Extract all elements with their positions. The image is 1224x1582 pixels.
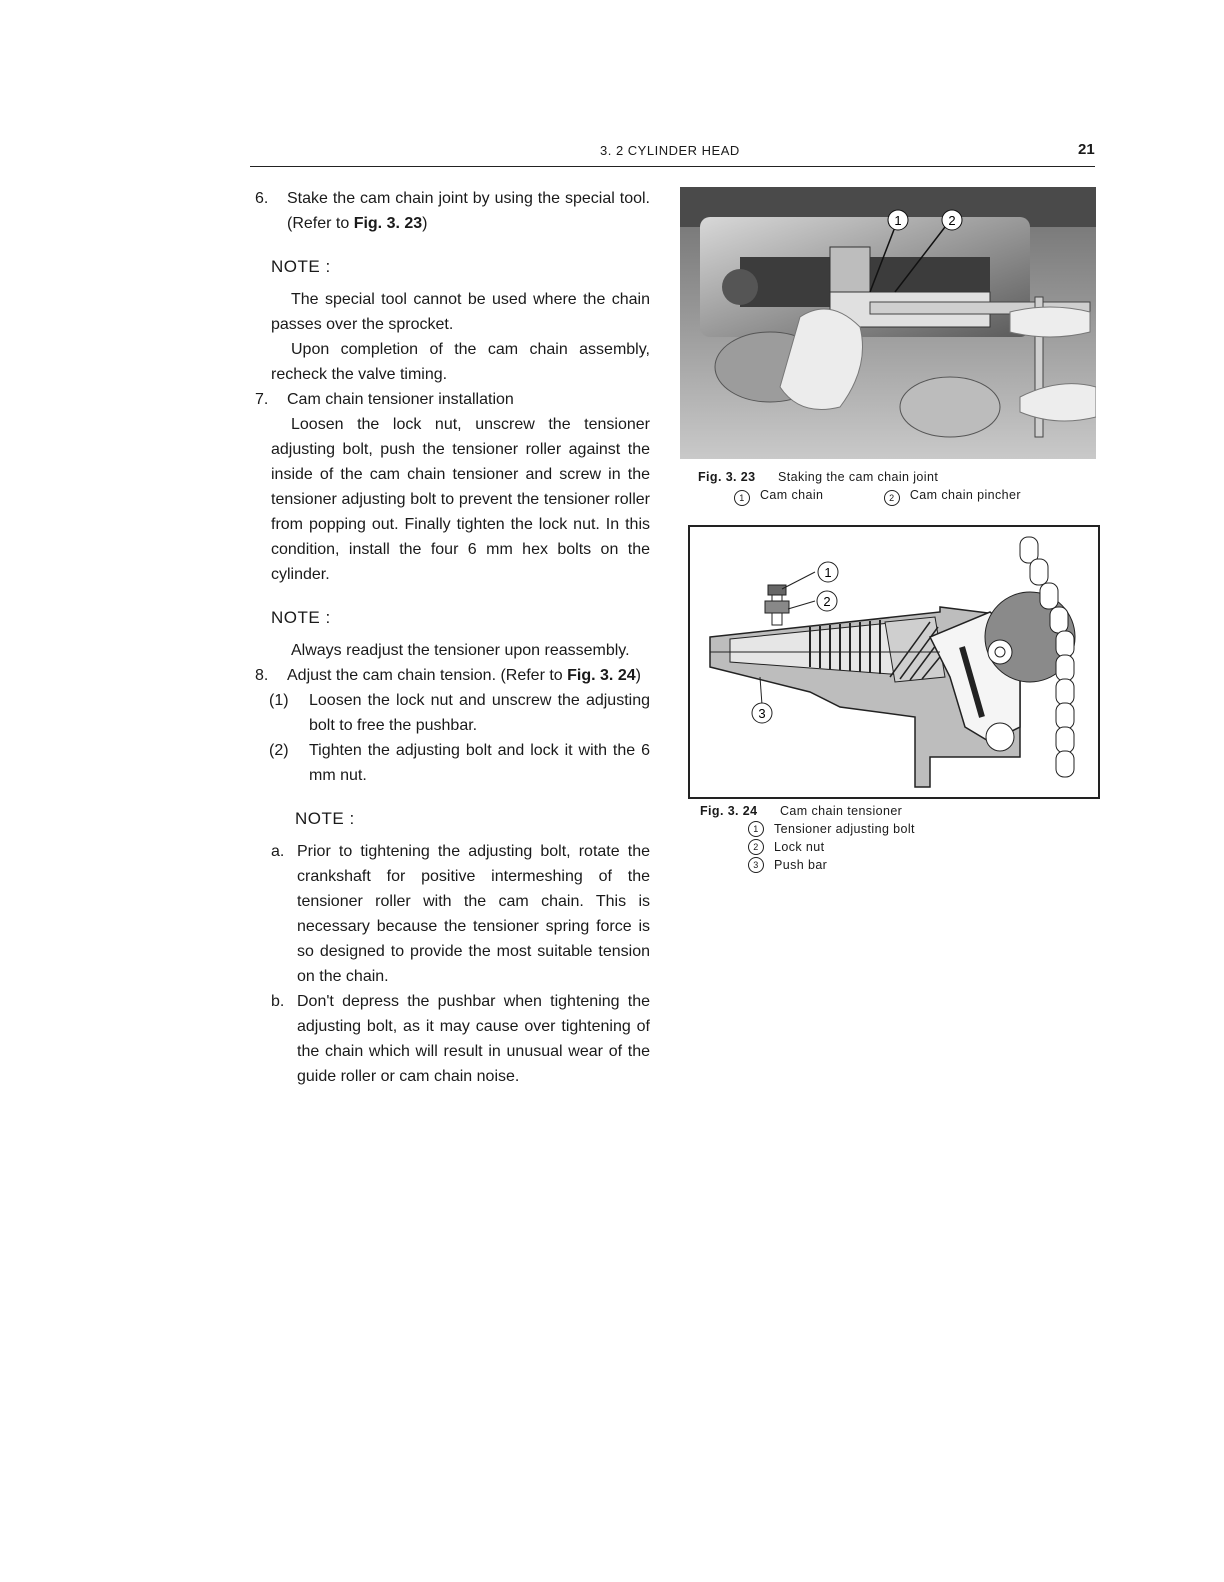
item-label: Cam chain pincher [909, 488, 1021, 502]
callout-2 [817, 591, 837, 611]
sub-step-text: Tighten the adjusting bolt and lock it with the 6 mm nut. [309, 742, 650, 784]
fig-ref: Fig. 3. 24 [567, 667, 636, 684]
item-number: 1 [748, 821, 764, 837]
item-number: 3 [748, 857, 764, 873]
note-item-a [255, 839, 650, 989]
step-text: Loosen the lock nut, unscrew the tensioner adjusting bolt, push the tensioner roller against the inside of the cam chain tensioner and screw in the tensioner adjusting bolt to prevent the tensioner roller from popping out. Finally tighten the lock nut. In this condition, install the four 6 mm hex bolts on the cylinder. [271, 416, 650, 583]
item-number: 2 [748, 839, 764, 855]
step-number: 7. [255, 391, 269, 408]
note-item-b [255, 989, 650, 1089]
step-number: 6. [255, 190, 269, 207]
note-item-text: Prior to tightening the adjusting bolt, rotate the crankshaft for positive intermeshing of the tensioner roller with the cam chain. This is necessary because the tensioner spring force is so designed to provide the most suitable tension on the chain. [297, 843, 650, 985]
note-paragraph: The special tool cannot be used where the chain passes over the sprocket. [271, 291, 650, 333]
item-label: Tensioner adjusting bolt [774, 822, 915, 836]
figure-title: Cam chain tensioner [780, 804, 903, 818]
note-heading: NOTE : [295, 809, 355, 828]
paren-close: ) [635, 667, 641, 684]
legend-item [748, 838, 1100, 856]
sub-step-label: (1) [269, 692, 289, 709]
step-title: Cam chain tensioner installation [287, 391, 514, 408]
sub-step-1 [255, 688, 650, 738]
figure-3-24-diagram [688, 525, 1100, 799]
note-item-label: b. [271, 993, 285, 1010]
figure-title: Staking the cam chain joint [778, 470, 939, 484]
figure-number: Fig. 3. 23 [698, 470, 756, 484]
note-item-text: Don't depress the pushbar when tightening the adjusting bolt, as it may cause over tightening of the chain which will result in unusual wear of the guide roller or cam chain noise. [297, 993, 650, 1085]
callout-1 [888, 210, 908, 230]
note-heading: NOTE : [271, 608, 331, 627]
svg-text:2: 2 [823, 594, 831, 609]
note-paragraph: Upon completion of the cam chain assembly, recheck the valve timing. [271, 341, 650, 383]
running-head: 3. 2 CYLINDER HEAD [600, 143, 740, 158]
note-heading: NOTE : [271, 257, 331, 276]
figure-3-23-photo [680, 187, 1096, 459]
step-text [287, 663, 650, 688]
paren-close: ) [422, 215, 428, 232]
figure-3-23-caption [698, 468, 1098, 506]
item-label: Push bar [774, 858, 828, 872]
step-text [287, 186, 650, 236]
header-rule [250, 166, 1095, 167]
step-8 [255, 663, 650, 688]
step-6-text: Stake the cam chain joint by using the special tool. (Refer to [287, 190, 650, 232]
step-6 [255, 186, 650, 236]
svg-text:2: 2 [948, 213, 956, 228]
sub-step-2 [255, 738, 650, 788]
legend-item [748, 820, 1100, 838]
figure-3-24-caption [700, 802, 1100, 874]
callout-3 [752, 703, 772, 723]
svg-text:3: 3 [758, 706, 766, 721]
step-8-text: Adjust the cam chain tension. (Refer to [287, 667, 568, 684]
item-label: Cam chain [760, 488, 824, 502]
page-number: 21 [1078, 141, 1095, 158]
note-paragraph: Always readjust the tensioner upon reassembly. [291, 642, 630, 659]
text-column [255, 186, 650, 1089]
item-number: 1 [734, 490, 750, 506]
svg-text:1: 1 [824, 565, 832, 580]
item-number: 2 [884, 490, 900, 506]
tensioner-diagram [690, 527, 1098, 797]
figure-number: Fig. 3. 24 [700, 804, 758, 818]
fig-ref: Fig. 3. 23 [353, 215, 423, 232]
sub-step-label: (2) [269, 742, 289, 759]
engine-photo-illustration [680, 187, 1096, 459]
note-item-label: a. [271, 843, 285, 860]
item-label: Lock nut [774, 840, 825, 854]
svg-text:1: 1 [894, 213, 902, 228]
sub-step-text: Loosen the lock nut and unscrew the adjusting bolt to free the pushbar. [309, 692, 650, 734]
step-number: 8. [255, 667, 269, 684]
step-7 [255, 387, 650, 412]
legend-item [748, 856, 1100, 874]
callout-2 [942, 210, 962, 230]
callout-1 [818, 562, 838, 582]
